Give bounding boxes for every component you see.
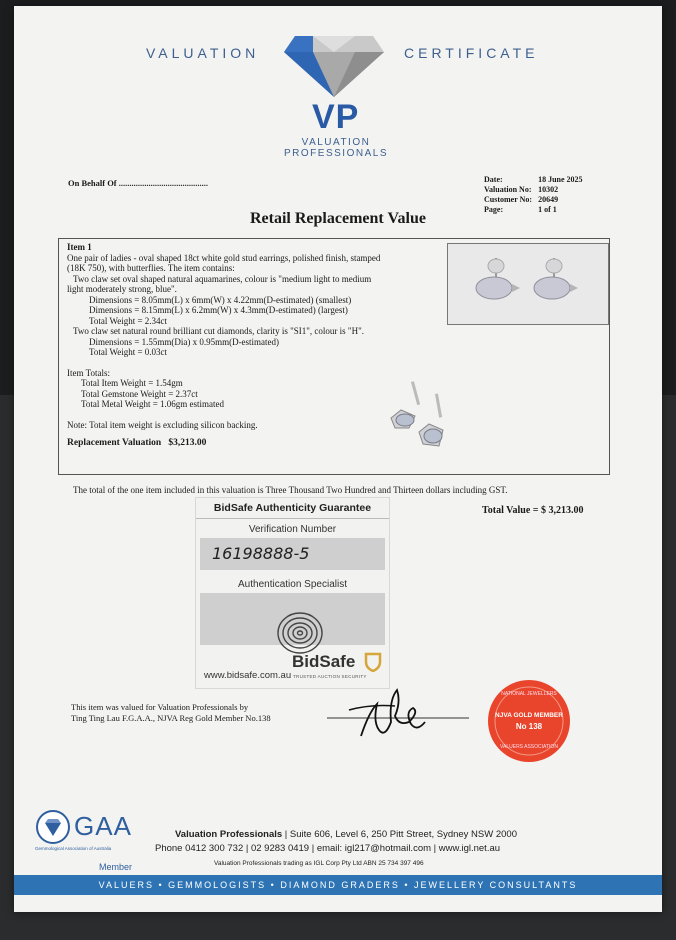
- item-desc-2: (18K 750), with butterflies. The item contains:: [67, 263, 235, 273]
- bidsafe-shield-icon: [364, 652, 382, 672]
- diamond-weight: Total Weight = 0.03ct: [89, 347, 168, 357]
- customer-no-label: Customer No:: [484, 195, 533, 204]
- bidsafe-card: [195, 497, 390, 689]
- contact-line: Phone 0412 300 732 | 02 9283 0419 | email: igl217@hotmail.com | www.igl.net.au: [155, 843, 501, 854]
- header-valuation: VALUATION: [146, 45, 260, 61]
- aquamarine-line-1: Two claw set oval shaped natural aquamarines, colour is "medium light to medium: [73, 273, 372, 284]
- date-value: 18 June 2025: [538, 175, 583, 184]
- vp-logo-text: VP: [312, 98, 360, 136]
- total-value: Total Value = $ 3,213.00: [482, 505, 584, 516]
- footer-bar: VALUERS • GEMMOLOGISTS • DIAMOND GRADERS • JEWELLERY CONSULTANTS: [14, 875, 662, 895]
- replacement-valuation-label: Replacement Valuation: [67, 438, 162, 448]
- customer-no-value: 20649: [538, 195, 559, 204]
- gaa-emblem-icon: [36, 810, 70, 844]
- page-value: 1 of 1: [538, 205, 557, 214]
- total-gemstone-weight: Total Gemstone Weight = 2.37ct: [81, 388, 198, 399]
- valuer-line-1: This item was valued for Valuation Professionals by: [71, 702, 249, 712]
- bidsafe-title: BidSafe Authenticity Guarantee: [213, 502, 372, 514]
- company-name: Valuation Professionals: [175, 829, 283, 840]
- vp-logo-subtitle: [278, 137, 394, 159]
- verification-label: Verification Number: [248, 524, 337, 535]
- total-metal-weight: Total Metal Weight = 1.06gm estimated: [81, 399, 225, 409]
- seal-line-3: No 138: [515, 722, 543, 731]
- document-title: Retail Replacement Value: [250, 210, 426, 227]
- verification-number: 16198888-5: [212, 544, 310, 563]
- aquamarine-line-2: light moderately strong, blue".: [67, 284, 177, 294]
- gaa-member: Member: [99, 862, 133, 872]
- bidsafe-brand: BidSafe: [292, 652, 356, 671]
- aquamarine-dim-largest: Dimensions = 8.15mm(L) x 6.2mm(W) x 4.3mm(D-estimated) (largest): [89, 305, 348, 315]
- verification-box: [200, 538, 385, 570]
- header-certificate: CERTIFICATE: [404, 45, 539, 61]
- physical-earrings-icon: [383, 380, 461, 456]
- diamond-dim: Dimensions = 1.55mm(Dia) x 0.95mm(D-estimated): [89, 336, 280, 347]
- earrings-photo-icon: [448, 244, 608, 324]
- specialist-label: Authentication Specialist: [238, 579, 347, 590]
- seal-line-1: NATIONAL JEWELLERS: [501, 691, 557, 697]
- page-label: Page:: [484, 205, 504, 214]
- item-desc-1: One pair of ladies - oval shaped 18ct white gold stud earrings, polished finish, stamped: [67, 252, 381, 263]
- diamond-logo-icon: [283, 34, 385, 98]
- gaa-subtitle: Gemmological Association of Australia: [35, 846, 112, 851]
- total-item-weight: Total Item Weight = 1.54gm: [81, 378, 183, 388]
- valuer-block: [71, 702, 271, 724]
- meta-table: [484, 175, 589, 215]
- seal-line-2: NJVA GOLD MEMBER: [495, 712, 563, 719]
- street-address: | Suite 606, Level 6, 250 Pitt Street, Sydney NSW 2000: [282, 829, 517, 840]
- vp-sub-line-2: PROFESSIONALS: [284, 148, 388, 159]
- date-label: Date:: [484, 175, 503, 184]
- signature-icon: [325, 682, 473, 744]
- njva-seal: [486, 678, 572, 764]
- earrings-photo: [447, 243, 609, 325]
- gaa-logo-text: GAA: [74, 811, 132, 841]
- valuation-no-value: 10302: [538, 185, 559, 194]
- weight-note: Note: Total item weight is excluding silicon backing.: [67, 419, 258, 430]
- replacement-valuation-value: $3,213.00: [168, 438, 207, 448]
- valuation-no-label: Valuation No:: [484, 185, 532, 194]
- specialist-box: [200, 593, 385, 645]
- aquamarine-dim-smallest: Dimensions = 8.05mm(L) x 6mm(W) x 4.22mm(D-estimated) (smallest): [89, 294, 352, 305]
- fingerprint-icon: [274, 607, 326, 655]
- valuer-line-2: Ting Ting Lau F.G.A.A., NJVA Reg Gold Member No.138: [71, 713, 271, 723]
- valuation-summary: The total of the one item included in this valuation is Three Thousand Two Hundred and Thirteen dollars including GST.: [73, 485, 508, 495]
- seal-line-4: VALUERS ASSOCIATION: [500, 744, 558, 750]
- on-behalf-of: On Behalf Of ..........................................: [68, 178, 209, 188]
- bidsafe-brand-sub: TRUSTED AUCTION SECURITY: [293, 674, 367, 679]
- trading-line: Valuation Professionals trading as IGL Corp Pty Ltd ABN 25 734 397 496: [214, 860, 424, 867]
- aquamarine-weight: Total Weight = 2.34ct: [89, 315, 168, 326]
- vp-sub-line-1: VALUATION: [301, 137, 371, 148]
- diamond-line: Two claw set natural round brilliant cut diamonds, clarity is "SI1", colour is "H".: [73, 326, 365, 336]
- item-totals-heading: Item Totals:: [67, 367, 110, 378]
- address-line: [175, 829, 517, 840]
- bidsafe-url: www.bidsafe.com.au: [204, 670, 292, 681]
- item-heading: Item 1: [67, 242, 92, 252]
